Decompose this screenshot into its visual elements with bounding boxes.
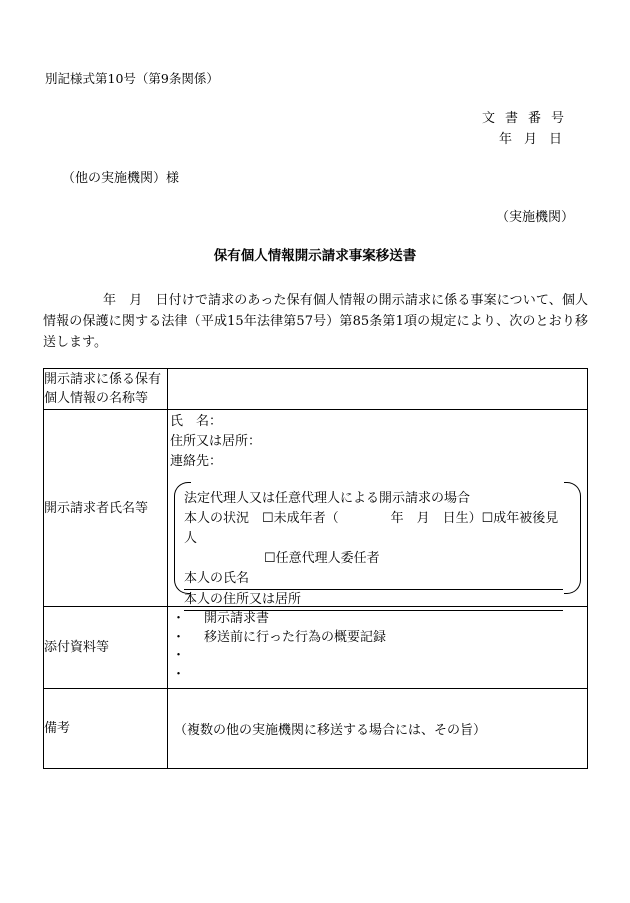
document-date-label: 年月日 — [498, 132, 574, 147]
addressee: （他の実施機関）様 — [62, 171, 180, 186]
table-row — [44, 607, 588, 689]
proxy-title: 法定代理人又は任意代理人による開示請求の場合 — [184, 491, 471, 506]
bullet: ・ — [172, 648, 186, 663]
principal-name: 本人の氏名 — [184, 569, 563, 590]
remarks-label: 備考 — [44, 689, 168, 769]
form-label: 別記様式第10号（第9条関係） — [45, 71, 219, 86]
table-row — [44, 689, 588, 769]
bullet: ・ — [172, 666, 186, 682]
proxy-section — [174, 482, 581, 607]
remarks-value: （複数の他の実施機関に移送する場合には、その旨） — [168, 689, 588, 769]
requester-address: 住所又は居所： — [170, 434, 262, 449]
body-text: 年 月 日付けで請求のあった保有個人情報の開示請求に係る事案について、個人情報の保護に関する法律（平成15年法律第57号）第85条第1項の規定により、次のとおり移送します。 — [43, 293, 588, 350]
list-item: ・ 移送前に行った行為の概要記録 — [168, 629, 587, 648]
principal-address: 本人の住所又は居所 — [184, 590, 563, 611]
transfer-table — [43, 368, 588, 769]
attachments-list — [168, 607, 588, 689]
info-name-value — [168, 369, 588, 410]
table-row — [44, 410, 588, 607]
requester-label: 開示請求者氏名等 — [44, 410, 168, 607]
document-number-label: 文書番号 — [481, 111, 574, 126]
requester-contact: 連絡先： — [170, 454, 223, 469]
sender: （実施機関） — [495, 210, 574, 225]
right-bracket — [564, 482, 581, 594]
proxy-delegate-checkbox: ☐任意代理人委任者 — [264, 551, 380, 566]
principal-status: 本人の状況 ☐未成年者（ 年 月 日生）☐成年被後見人 — [184, 511, 559, 546]
list-item — [168, 666, 587, 685]
table-row — [44, 369, 588, 410]
bullet: ・ — [172, 629, 186, 645]
bullet: ・ — [172, 611, 186, 626]
list-item: ・ 開示請求書 — [168, 610, 587, 629]
requester-details — [168, 410, 588, 607]
attachments-label: 添付資料等 — [44, 607, 168, 689]
info-name-label: 開示請求に係る保有個人情報の名称等 — [44, 369, 168, 410]
list-item — [168, 647, 587, 666]
document-title: 保有個人情報開示請求事案移送書 — [213, 248, 417, 264]
requester-name: 氏 名： — [170, 414, 223, 429]
